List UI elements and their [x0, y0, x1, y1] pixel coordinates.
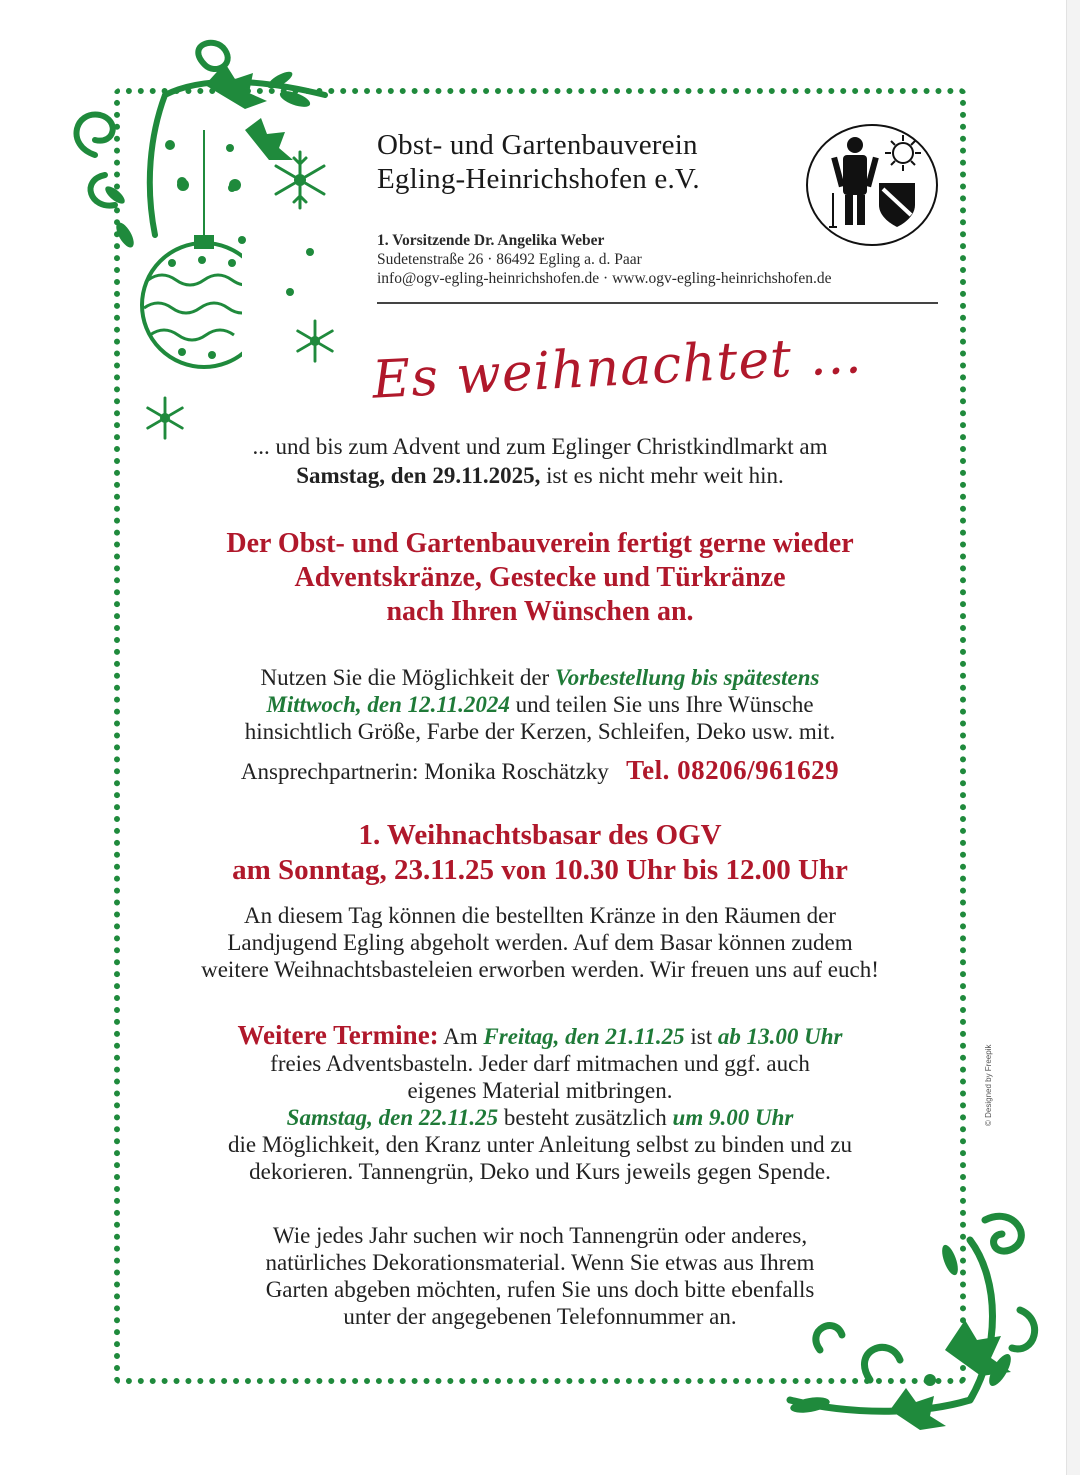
bazaar-body — [150, 902, 930, 983]
more-dates-line5: die Möglichkeit, den Kranz unter Anleitung selbst zu binden und zu — [227, 1132, 853, 1157]
club-details — [377, 231, 831, 288]
chair-line: 1. Vorsitzende Dr. Angelika Weber — [377, 232, 605, 249]
intro-line2 — [150, 461, 930, 490]
offer-line3: nach Ihren Wünschen an. — [386, 596, 694, 627]
club-name — [377, 128, 700, 196]
closing-text — [150, 1222, 930, 1330]
offer-line1: Der Obst- und Gartenbauverein fertigt gerne wieder — [226, 528, 854, 559]
image-credit: © Designed by Freepik — [984, 1044, 993, 1126]
more-dates-line2: freies Adventsbasteln. Jeder darf mitmachen und ggf. auch — [270, 1051, 810, 1076]
more-dates-besteht: besteht zusätzlich — [498, 1105, 673, 1130]
contact-person — [150, 757, 930, 785]
snowflake-icon — [292, 318, 338, 364]
address-line: Sudetenstraße 26 · 86492 Egling a. d. Paar — [377, 251, 642, 268]
closing-line3: Garten abgeben möchten, rufen Sie uns doch bitte ebenfalls — [265, 1277, 815, 1302]
more-dates-time1: ab 13.00 Uhr — [717, 1024, 843, 1049]
bazaar-head1: 1. Weihnachtsbasar des OGV — [358, 819, 722, 851]
more-dates-line4 — [150, 1104, 930, 1131]
contact-line: info@ogv-egling-heinrichshofen.de · www.ogv-egling-heinrichshofen.de — [377, 270, 832, 287]
contact-label: Ansprechpartnerin: Monika Roschätzky — [240, 759, 609, 784]
script-title: Es weihnachtet ... — [370, 325, 864, 411]
offer-line2: Adventskränze, Gestecke und Türkränze — [294, 562, 786, 593]
more-dates-date2: Samstag, den 22.11.25 — [286, 1105, 499, 1130]
closing-line2: natürliches Dekorationsmaterial. Wenn Sie etwas aus Ihrem — [265, 1250, 815, 1275]
preorder-text — [150, 664, 930, 745]
preorder-line2 — [150, 691, 930, 718]
more-dates-am: Am — [438, 1024, 484, 1049]
intro-date: Samstag, den 29.11.2025, — [296, 463, 541, 488]
bazaar-head2: am Sonntag, 23.11.25 von 10.30 Uhr bis 12.00 Uhr — [232, 854, 848, 886]
club-name-line2: Egling-Heinrichshofen e.V. — [377, 163, 700, 195]
preorder-highlight2: Mittwoch, den 12.11.2024 — [266, 692, 510, 717]
more-dates-line3: eigenes Material mitbringen. — [407, 1078, 673, 1103]
club-name-line1: Obst- und Gartenbauverein — [377, 129, 698, 161]
more-dates-date1: Freitag, den 21.11.25 — [483, 1024, 685, 1049]
more-dates-line1 — [150, 1022, 930, 1050]
preorder-highlight1: Vorbestellung bis spätestens — [554, 665, 820, 690]
intro-rest: ist es nicht mehr weit hin. — [540, 463, 784, 488]
preorder-line3: hinsichtlich Größe, Farbe der Kerzen, Schleifen, Deko usw. mit. — [244, 719, 836, 744]
scattered-dots — [170, 140, 330, 300]
bazaar-body1: An diesem Tag können die bestellten Kränze in den Räumen der — [244, 903, 836, 928]
more-dates-line6: dekorieren. Tannengrün, Deko und Kurs jeweils gegen Spende. — [249, 1159, 831, 1184]
offer-heading — [150, 527, 930, 629]
closing-line4: unter der angegebenen Telefonnummer an. — [343, 1304, 737, 1329]
preorder-lead: Nutzen Sie die Möglichkeit der — [260, 665, 555, 690]
bazaar-heading — [150, 818, 930, 888]
closing-line1: Wie jedes Jahr suchen wir noch Tannengrün oder anderes, — [272, 1223, 808, 1248]
header-divider — [377, 302, 938, 304]
preorder-line1 — [150, 664, 930, 691]
phone-number: Tel. 08206/961629 — [626, 755, 840, 785]
preorder-rest1: und teilen Sie uns Ihre Wünsche — [509, 692, 814, 717]
club-crest-icon — [805, 123, 940, 247]
more-dates-heading: Weitere Termine: — [237, 1020, 439, 1050]
bazaar-body2: Landjugend Egling abgeholt werden. Auf dem Basar können zudem — [227, 930, 853, 955]
more-dates-ist: ist — [684, 1024, 718, 1049]
more-dates — [150, 1022, 930, 1185]
intro-line1: ... und bis zum Advent und zum Eglinger Christkindlmarkt am — [252, 434, 828, 459]
bazaar-body3: weitere Weihnachtsbasteleien erworben werden. Wir freuen uns auf euch! — [201, 957, 879, 982]
more-dates-time2: um 9.00 Uhr — [672, 1105, 794, 1130]
intro-text — [150, 432, 930, 490]
